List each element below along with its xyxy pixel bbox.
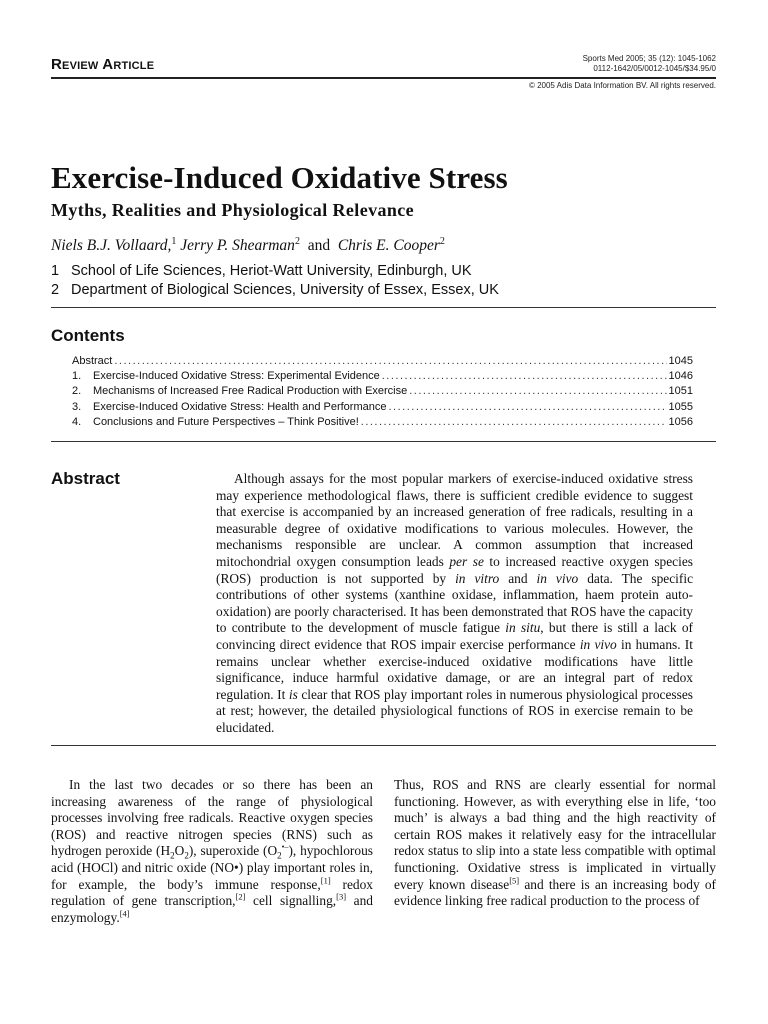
article-type-label: Review Article [51,56,155,73]
toc-leader-dots [114,354,666,369]
section-divider [51,441,716,442]
journal-issn-line: 0112-1642/05/0012-1045/$34.95/0 [593,64,716,73]
italic-term: in vivo [579,636,617,652]
toc-page-number: 1051 [668,385,693,398]
italic-term: in vivo [536,570,579,586]
copyright-notice: © 2005 Adis Data Information BV. All rights reserved. [528,81,716,90]
toc-entry-1[interactable] [72,369,693,384]
toc-entry-label: Mechanisms of Increased Free Radical Production with Exercise [93,385,408,398]
author-list [51,236,445,255]
affiliation-item [51,263,472,279]
author-affiliation-mark: 2 [439,236,445,247]
abstract-text: Although assays for the most popular markers of exercise-induced oxidative stress may experience methodological flaws, there is sufficient credible evidence to suggest that exercise is accompanied by an increased generation of free radicals, resulting in a measurable degree of oxidative modifications to various molecules. However, the mechanisms responsible are unclear. A common assumption that increased mitochondrial oxygen consumption leads per se to increased reactive oxygen species (ROS) production is not supported by in vitro and in vivo data. The specific contributions of other systems (xanthine oxidase, inflammation, haem protein auto-oxidation) are poorly characterised. It has been demonstrated that ROS have the capacity to contribute to the development of muscle fatigue in situ, but there is still a lack of convincing direct evidence that ROS impair exercise performance in vivo in humans. It remains unclear whether exercise-induced oxidative modifications have little significance, induce harmful oxidative damage, or are an integral part of redox regulation. It is clear that ROS play important roles in numerous physiological processes at rest; however, the detailed physiological functions of ROS in exercise remain to be elucidated. [216,471,694,735]
chem-superscript: •– [281,842,289,852]
toc-leader-dots [409,384,666,399]
abstract-heading: Abstract [51,469,120,488]
body-column-left: In the last two decades or so there has been an increasing awareness of the range of physiological processes involving free radicals. Reactive oxygen species (ROS) and reactive nitrogen species (RNS) such as hydrogen peroxide $(H_2O_2)$, superoxide $(O_2^{•-})$, hypochlorous acid (HOCl) and nitric oxide (NO•) play important roles in, for example, the body’s immune response,[1] redox regulation of gene transcription,[2] cell signalling,[3] and enzymology.[4] [51,777,373,925]
table-of-contents [72,354,693,430]
toc-entry-label: Exercise-Induced Oxidative Stress: Health and Performance [93,400,387,413]
toc-entry-number: 3. [72,400,82,413]
author-name: Chris E. Cooper [337,237,440,255]
toc-page-number: 1055 [668,400,693,413]
contents-heading: Contents [51,326,125,345]
italic-term: is [288,686,298,702]
toc-entry-label: Abstract [72,355,113,367]
toc-entry-abstract[interactable] [72,354,693,369]
toc-leader-dots [382,369,667,384]
italic-term: per se [449,553,484,569]
section-divider [51,307,716,308]
toc-leader-dots [361,415,667,430]
toc-entry-label: Conclusions and Future Perspectives – Think Positive! [93,415,359,428]
affiliation-text: Department of Biological Sciences, University of Essex, Essex, UK [71,282,499,298]
toc-entry-4[interactable] [72,415,693,430]
section-divider [51,745,716,746]
toc-page-number: 1046 [668,370,693,383]
toc-entry-number: 2. [72,385,82,398]
article-title: Exercise-Induced Oxidative Stress [51,160,508,195]
italic-term: in situ [505,620,541,636]
article-subtitle: Myths, Realities and Physiological Relevance [51,200,415,220]
author-name: Niels B.J. Vollaard, [51,237,172,255]
toc-entry-2[interactable] [72,384,693,399]
author-conjunction: and [307,237,331,255]
toc-entry-number: 1. [72,370,82,383]
journal-citation-line: Sports Med 2005; 35 (12): 1045-1062 [582,54,716,63]
body-column-right: Thus, ROS and RNS are clearly essential for normal functioning. However, as with everything else in life, ‘too much’ is always a bad thing and the high reactivity of certain ROS makes it relatively easy for the intracellular redox status to slip into a state less compatible with optimal functioning. Oxidative stress is implicated in virtually every known disease[5] and there is an increasing body of evidence linking free radical production to the process of [394,777,716,909]
chem-subscript: 2 [170,851,175,862]
chem-subscript: 2 [277,851,282,862]
citation-ref: [5] [509,875,520,886]
chem-subscript: 2 [184,851,189,862]
author-affiliation-mark: 2 [294,236,300,247]
affiliation-number: 2 [51,282,60,298]
toc-entry-number: 4. [72,415,82,428]
affiliation-text: School of Life Sciences, Heriot-Watt University, Edinburgh, UK [71,263,472,279]
citation-ref: [3] [336,891,347,902]
author-affiliation-mark: 1 [171,236,177,247]
journal-citation [456,54,716,74]
affiliation-item [51,282,499,298]
citation-ref: [1] [320,875,331,886]
toc-entry-label: Exercise-Induced Oxidative Stress: Experimental Evidence [93,370,380,383]
citation-ref: [2] [235,891,246,902]
italic-term: in vitro [455,570,500,586]
author-name: Jerry P. Shearman [180,237,295,255]
toc-leader-dots [388,400,666,415]
affiliation-number: 1 [51,263,60,279]
toc-entry-3[interactable] [72,400,693,415]
toc-page-number: 1045 [668,355,693,367]
header-divider [51,77,716,79]
citation-ref: [4] [119,908,130,919]
toc-page-number: 1056 [668,415,693,428]
